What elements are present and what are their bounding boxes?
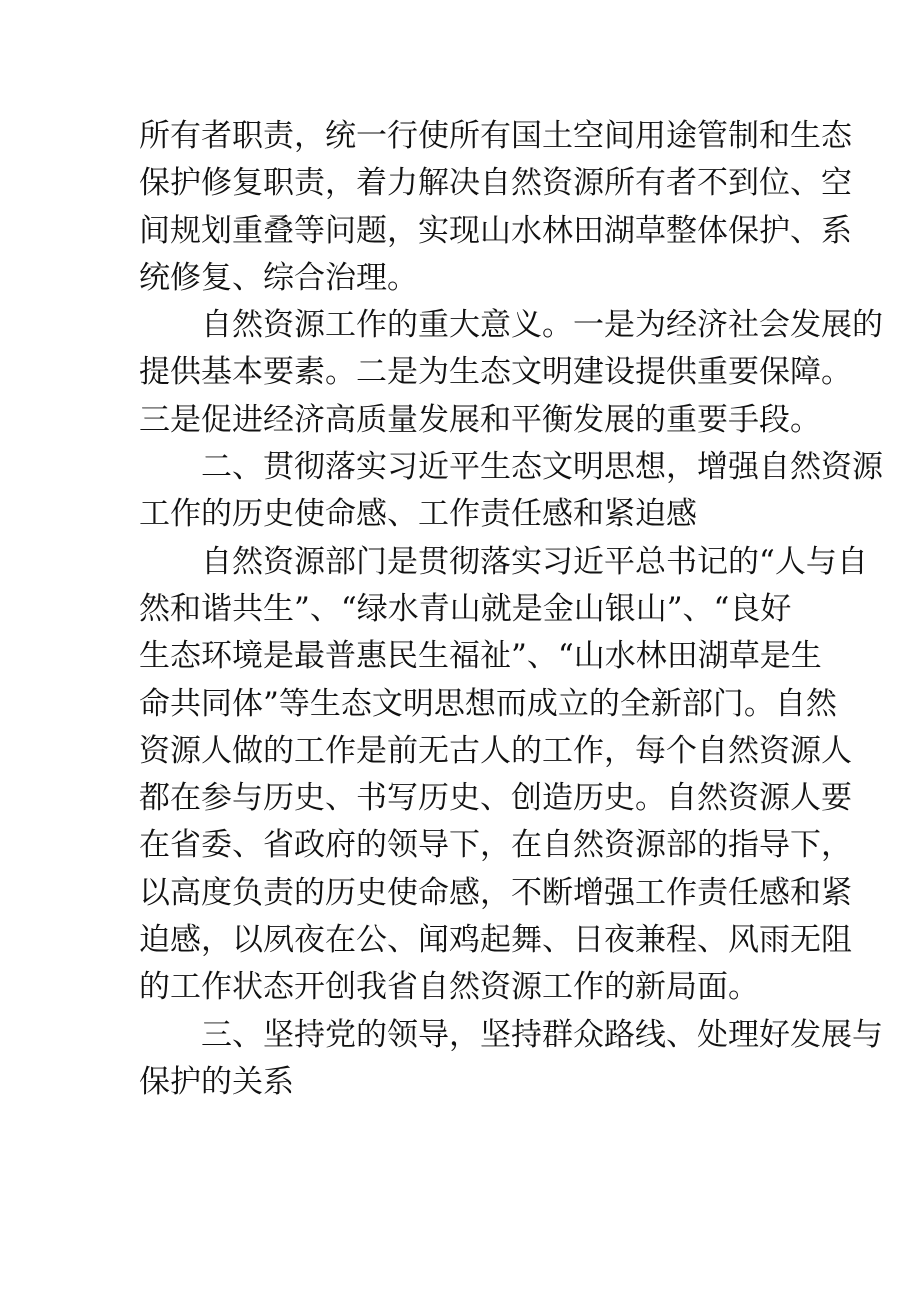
text-line: 资源人做的工作是前无古人的工作，每个自然资源人 xyxy=(139,732,852,769)
paragraph-1 xyxy=(139,113,852,302)
text-line: 生态环境是最普惠民生福祉”、“山水林田湖草是生 xyxy=(139,638,822,675)
text-line: 命共同体”等生态文明思想而成立的全新部门。自然 xyxy=(139,685,837,722)
text-line: 二、贯彻落实习近平生态文明思想，增强自然资源 xyxy=(139,449,883,486)
text-line: 的工作状态开创我省自然资源工作的新局面。 xyxy=(139,969,759,1006)
text-line: 三、坚持党的领导，坚持群众路线、处理好发展与 xyxy=(139,1016,883,1053)
document-body xyxy=(139,113,883,1106)
paragraph-2 xyxy=(139,302,883,444)
text-line: 统修复、综合治理。 xyxy=(139,259,418,296)
text-line: 自然资源部门是贯彻落实习近平总书记的“人与自 xyxy=(139,543,868,580)
text-line: 保护修复职责，着力解决自然资源所有者不到位、空 xyxy=(139,165,852,202)
text-line: 自然资源工作的重大意义。一是为经济社会发展的 xyxy=(139,307,883,344)
section-heading-3 xyxy=(139,1012,883,1107)
section-heading-2 xyxy=(139,444,883,539)
text-line: 在省委、省政府的领导下，在自然资源部的指导下， xyxy=(139,827,852,864)
text-line: 所有者职责，统一行使所有国土空间用途管制和生态 xyxy=(139,118,852,154)
text-line: 提供基本要素。二是为生态文明建设提供重要保障。 xyxy=(139,354,852,391)
text-line: 迫感，以夙夜在公、闻鸡起舞、日夜兼程、风雨无阻 xyxy=(139,922,852,959)
paragraph-3 xyxy=(139,539,868,1012)
text-line: 以高度负责的历史使命感，不断增强工作责任感和紧 xyxy=(139,874,852,911)
text-line: 然和谐共生”、“绿水青山就是金山银山”、“良好 xyxy=(139,590,792,627)
text-line: 保护的关系 xyxy=(139,1063,294,1100)
text-line: 都在参与历史、书写历史、创造历史。自然资源人要 xyxy=(139,780,852,817)
text-line: 工作的历史使命感、工作责任感和紧迫感 xyxy=(139,496,697,533)
text-line: 间规划重叠等问题，实现山水林田湖草整体保护、系 xyxy=(139,212,852,249)
text-line: 三是促进经济高质量发展和平衡发展的重要手段。 xyxy=(139,401,821,438)
